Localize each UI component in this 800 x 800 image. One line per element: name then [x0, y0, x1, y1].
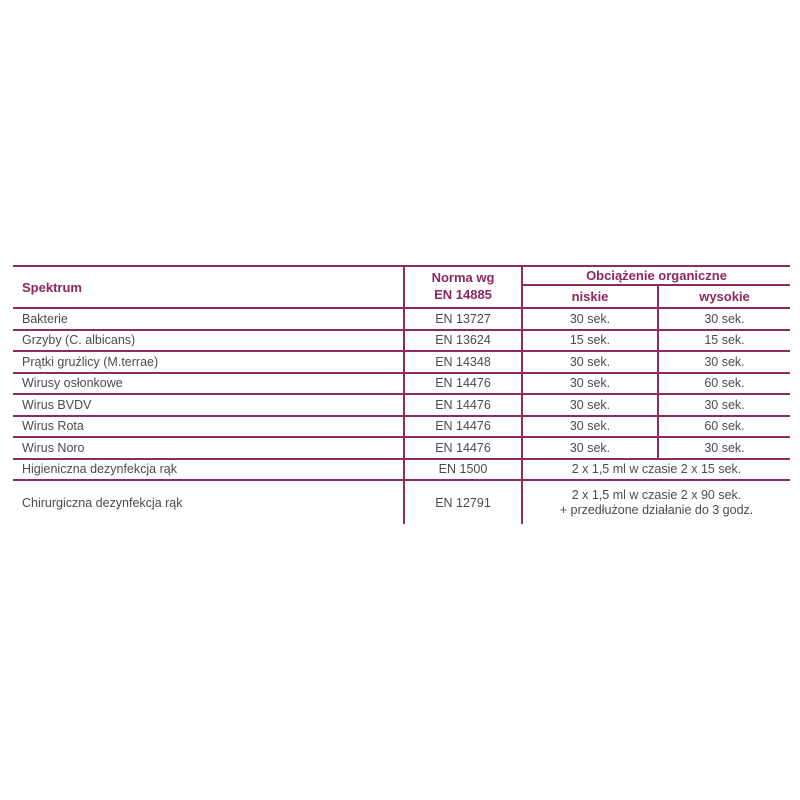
spektrum-cell: Wirus BVDV [22, 397, 92, 412]
norma-cell: EN 12791 [403, 481, 523, 524]
norma-cell: EN 14476 [403, 438, 523, 458]
merged-value-cell [523, 481, 790, 524]
organic-load-header-group [523, 267, 790, 307]
niskie-header [523, 286, 657, 307]
niskie-cell: 30 sek. [569, 354, 611, 369]
wysokie-cell: 30 sek. [657, 438, 790, 458]
norma-header-line2: EN 14885 [434, 287, 492, 302]
niskie-cell: 15 sek. [569, 333, 611, 348]
table-row [13, 372, 790, 394]
wysokie-cell: 30 sek. [657, 309, 790, 329]
merged-value-line1: 2 x 1,5 ml w czasie 2 x 90 sek. [571, 487, 742, 502]
spektrum-cell: Wirusy osłonkowe [22, 376, 123, 391]
organic-load-subheader-row [523, 286, 790, 307]
table-row [13, 415, 790, 437]
wysokie-cell: 60 sek. [657, 374, 790, 394]
wysokie-cell: 15 sek. [657, 331, 790, 351]
table-row [13, 436, 790, 458]
spektrum-cell: Higieniczna dezynfekcja rąk [22, 462, 177, 477]
norma-cell: EN 14476 [403, 417, 523, 437]
table-row [13, 458, 790, 480]
spektrum-header [13, 267, 403, 307]
table-header-row [13, 267, 790, 307]
niskie-cell: 30 sek. [569, 440, 611, 455]
table-row [13, 393, 790, 415]
table-row [13, 329, 790, 351]
spektrum-cell: Chirurgiczna dezynfekcja rąk [22, 495, 183, 510]
norma-cell: EN 13624 [403, 331, 523, 351]
niskie-cell: 30 sek. [569, 311, 611, 326]
table-row [13, 307, 790, 329]
spektrum-cell: Wirus Rota [22, 419, 84, 434]
table-row [13, 479, 790, 524]
niskie-header-label: niskie [571, 289, 609, 304]
norma-header-line1: Norma wg [431, 270, 495, 286]
obciazenie-header [523, 267, 790, 286]
spektrum-cell: Grzyby (C. albicans) [22, 333, 136, 348]
wysokie-cell: 30 sek. [657, 352, 790, 372]
obciazenie-header-label: Obciążenie organiczne [586, 268, 727, 283]
norma-cell: EN 13727 [403, 309, 523, 329]
spektrum-cell: Prątki gruźlicy (M.terrae) [22, 354, 159, 369]
wysokie-cell: 30 sek. [657, 395, 790, 415]
wysokie-cell: 60 sek. [657, 417, 790, 437]
norma-cell: EN 14476 [403, 395, 523, 415]
table-row [13, 350, 790, 372]
norma-cell: EN 1500 [403, 460, 523, 480]
disinfection-standards-table [13, 265, 790, 524]
niskie-cell: 30 sek. [569, 397, 611, 412]
niskie-cell: 30 sek. [569, 376, 611, 391]
niskie-cell: 30 sek. [569, 419, 611, 434]
spektrum-cell: Bakterie [22, 311, 68, 326]
norma-header [403, 267, 523, 307]
norma-cell: EN 14348 [403, 352, 523, 372]
merged-value-cell: 2 x 1,5 ml w czasie 2 x 15 sek. [571, 461, 742, 476]
spektrum-header-label: Spektrum [22, 279, 82, 295]
wysokie-header-label: wysokie [699, 289, 750, 304]
wysokie-header [657, 286, 790, 307]
merged-value-line2: + przedłużone działanie do 3 godz. [559, 502, 754, 517]
spektrum-cell: Wirus Noro [22, 440, 85, 455]
norma-cell: EN 14476 [403, 374, 523, 394]
